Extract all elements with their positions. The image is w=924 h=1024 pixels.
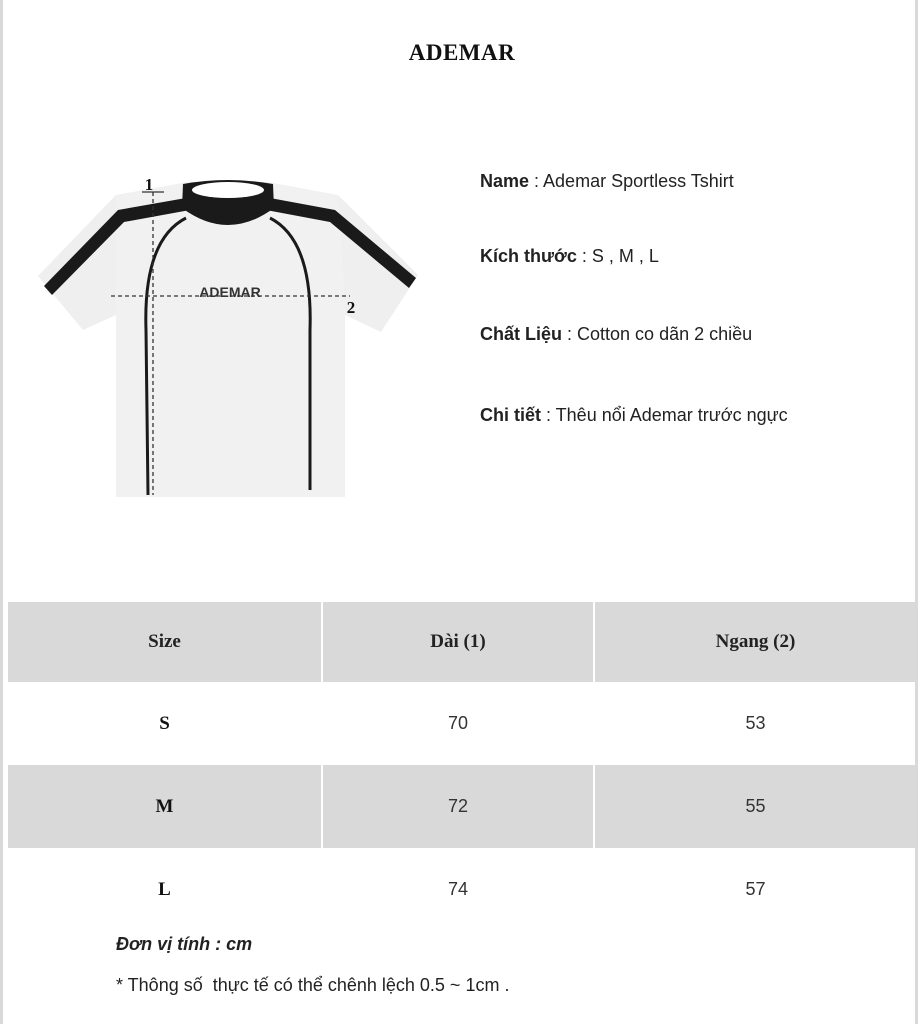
width-cell: 55 [745,796,766,816]
size-value: : S , M , L [576,246,659,266]
chest-print: ADEMAR [199,284,261,300]
table-row [8,848,916,931]
size-label: Kích thước [480,246,577,266]
size-cell: L [8,848,322,931]
width-cell: 53 [745,713,766,733]
detail-label: Chi tiết [480,405,541,425]
unit-note: Đơn vị tính : cm [116,934,253,954]
marker-width: 2 [346,298,356,317]
length-cell: 70 [322,682,594,765]
info-material-row [480,324,752,345]
size-cell: S [8,682,322,765]
detail-value: : Thêu nổi Ademar trước ngực [541,405,788,425]
table-row [8,682,916,765]
info-detail-row [480,405,788,426]
tshirt-illustration [38,170,428,505]
info-name-row [480,171,734,192]
name-label: Name [480,171,530,191]
size-chart-table [8,602,916,931]
info-size-row [480,246,659,267]
header-length: Dài (1) [322,602,594,682]
length-cell: 74 [322,848,594,931]
page-edge-left [0,0,3,1024]
material-value: : Cotton co dãn 2 chiều [562,324,753,344]
width-cell: 57 [745,879,766,899]
tolerance-note: * Thông số thực tế có thể chênh lệch 0.5 ~ 1cm . [116,975,510,995]
header-size: Size [8,602,322,682]
length-cell: 72 [322,765,594,848]
brand-title: ADEMAR [408,40,516,65]
table-header-row [8,602,916,682]
marker-length: 1 [144,175,154,194]
name-value: : Ademar Sportless Tshirt [529,171,734,191]
table-row [8,765,916,848]
material-label: Chất Liệu [480,324,563,344]
size-cell: M [8,765,322,848]
header-width: Ngang (2) [715,631,796,652]
